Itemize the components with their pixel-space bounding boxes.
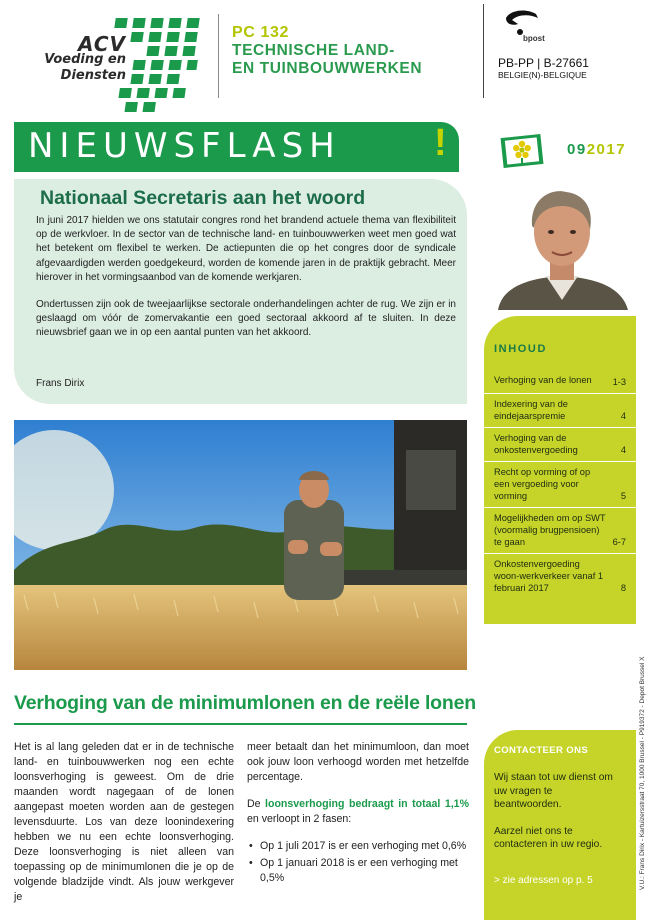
toc-item-page: 4 [620,411,626,421]
highlight-prefix: De [247,798,266,810]
highlight-suffix: en verloopt in 2 fasen: [247,813,352,825]
secretary-portrait [490,176,634,310]
article-paragraph: meer betaalt dan het minimumloon, dan moet ook jouw loon verhoogd worden met hetzelfde percentage. [247,741,469,783]
header-divider [218,14,219,98]
toc-item[interactable] [484,508,636,554]
secretary-paragraph-1: In juni 2017 hielden we ons statutair congres rond het brandend actuele thema van flexibiliteit op de werkvloer. In de sector van de technische land- en tuinbouwwerken weet men goed wat het betekent om flexibel te werken. De actiepunten die op het congres door de syndicale afgevaardigden werden goedgekeurd, worden de komende jaren in de praktijk gebracht. Meer hierover in het vormingsaanbod van de komende werkjaren. [36,215,456,283]
toc-item-page: 5 [620,491,626,501]
article-column-1: Het is al lang geleden dat er in de technische land- en tuinbouwwerken nog een echte loonsverhoging is geweest. Om de drie maanden wordt nagegaan of de lonen aangepast moeten worden aan de gestegen levensduurte. Los van deze loonindexering hebben we nu een echte loonsverhoging. Deze loonsverhoging is niet alleen van toepassing op de minimumlonen die je op de volgende bladzijde vindt. Als jouw werkgever je [14,741,234,903]
toc-title: INHOUD [494,343,547,355]
issue-month: 09 [567,141,587,158]
flower-icon [500,130,544,168]
toc-item-label: Recht op vorming of op een vergoeding voor vorming [494,467,591,501]
postal-permit: PB-PP | B-27661 [498,56,589,70]
toc-item-label: Indexering van de eindejaarspremie [494,399,568,421]
contact-paragraph-1: Wij staan tot uw dienst om uw vragen te beantwoorden. [494,772,613,810]
contact-addresses-link[interactable]: > zie adressen op p. 5 [494,875,593,886]
postal-divider [483,4,484,98]
toc-item-page: 6-7 [612,537,626,547]
publisher-note: V.U.: Frans Dirix - Kartuizersstraat 70, 1000 Brussel - P919372 - Depot Brussel X [639,656,646,890]
newsflash-title: NIEUWSFLASH [28,126,341,166]
postal-country: BELGIE(N)-BELGIQUE [498,70,587,80]
farmer-photo [14,420,467,670]
pc-title-line-1: TECHNISCHE LAND- [232,42,395,59]
bpost-label: bpost [523,34,545,43]
article-title: Verhoging van de minimumlonen en de reële lonen [14,692,476,714]
toc-item-label: Verhoging van de onkostenvergoeding [494,433,578,455]
toc-item-page: 8 [620,583,626,593]
sector-title [232,24,422,78]
raise-list [247,839,469,886]
toc-item-page: 4 [620,445,626,455]
contact-title: CONTACTEER ONS [494,745,589,756]
toc-item-label: Onkostenvergoeding woon-werkverkeer vanaf 1 februari 2017 [494,559,604,593]
contact-text [494,771,620,865]
secretary-signature: Frans Dirix [36,378,85,389]
logo-line-1: Voeding en [44,52,126,67]
raise-list-item: • Op 1 juli 2017 is er een verhoging met 0,6% [247,839,469,854]
issue-date [567,141,626,158]
raise-list-item: • Op 1 januari 2018 is er een verhoging met 0,5% [247,856,469,886]
logo-line-2: Diensten [60,68,126,83]
article-paragraph-highlight [247,797,469,827]
secretary-title: Nationaal Secretaris aan het woord [40,187,366,209]
toc-item-page: 1-3 [612,377,626,387]
toc-item-label: Verhoging van de lonen [494,375,592,385]
logo-brand: ACV [77,32,126,56]
issue-year: 2017 [586,141,627,158]
secretary-text [36,214,456,354]
toc-item[interactable] [484,428,636,462]
pc-number: PC 132 [232,24,289,41]
article-title-rule [14,723,467,725]
newsflash-exclamation: ! [434,122,447,164]
contact-paragraph-2: Aarzel niet ons te contacteren in uw regio. [494,825,603,850]
toc-item[interactable] [484,462,636,508]
pc-title-line-2: EN TUINBOUWWERKEN [232,60,423,77]
toc-item[interactable] [484,370,636,394]
toc-item-label: Mogelijkheden om op SWT (voormalig brugpensioen) te gaan [494,513,606,547]
table-of-contents [484,370,636,599]
acv-logo [14,32,126,84]
toc-item[interactable] [484,554,636,599]
article-column-2 [247,740,469,888]
toc-item[interactable] [484,394,636,428]
secretary-paragraph-2: Ondertussen zijn ook de tweejaarlijkse sectorale onderhandelingen achter de rug. We zijn er in geslaagd om vóór de zomervakantie een goed sectoraal akkoord af te sluiten. In deze nieuwsbrief gaan we in op een aantal punten van het akkoord. [36,299,456,339]
highlight-text: loonsverhoging bedraagt in totaal 1,1% [265,798,469,810]
